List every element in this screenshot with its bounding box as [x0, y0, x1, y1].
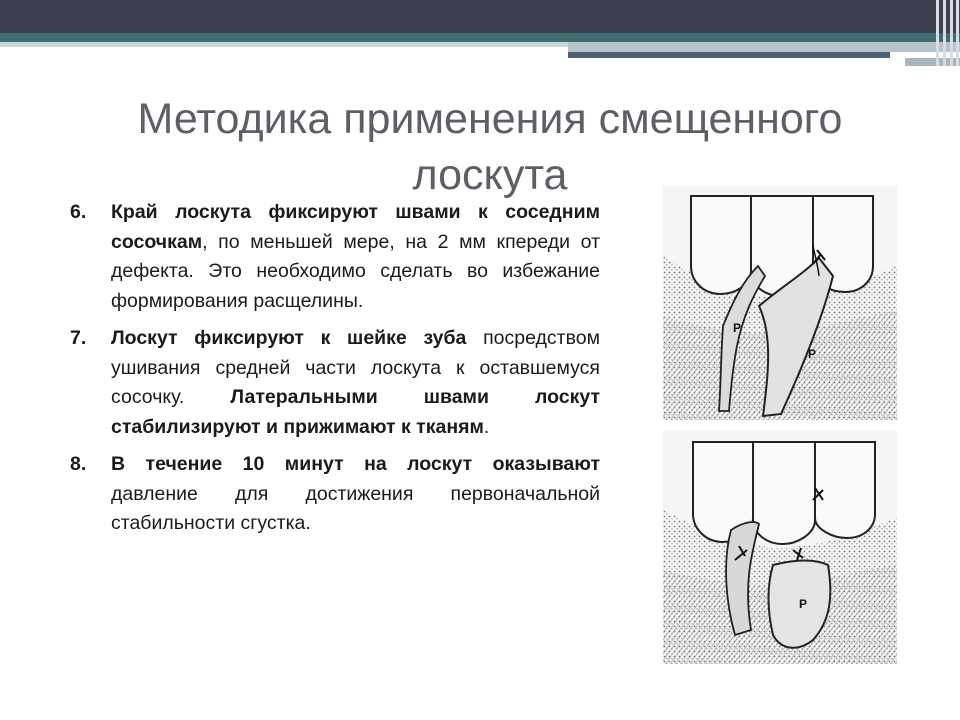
list-item-bold-lead: В течение 10 минут на лоскут оказывают	[111, 453, 600, 475]
list-item-bold-lead: Край лоскута фиксируют швами к соседним сосочкам	[111, 201, 600, 253]
list-item-text: посредством ушивания средней части лоскута к оставшемуся сосочку.	[111, 327, 600, 408]
illustration-flap-fixed-to-tooth-neck	[663, 430, 897, 664]
slide-title-line2: лоскута	[412, 150, 568, 199]
top-bar-dark	[0, 0, 960, 33]
list-item-bold-tail: Латеральными швами лоскут стабилизируют и прижимают к тканям	[111, 386, 601, 438]
list-item	[70, 450, 600, 539]
list-item	[70, 198, 600, 316]
list-item-number: 6.	[70, 201, 87, 223]
top-bar-teal	[0, 33, 960, 42]
label-p-left: P	[733, 321, 742, 335]
list-item-text-end: .	[483, 415, 490, 438]
slide-title-line1: Методика применения смещенного	[137, 94, 843, 143]
list-item	[70, 324, 600, 442]
steps-list	[70, 198, 600, 547]
label-p-right: P	[808, 347, 817, 361]
label-p: P	[799, 597, 808, 611]
list-item-bold-lead: Лоскут фиксируют к шейке зуба	[111, 327, 467, 349]
list-item-number: 8.	[70, 453, 87, 475]
top-bar-steel	[568, 42, 960, 52]
top-bar-steel-dark	[568, 52, 890, 58]
list-item-text: , по меньшей мере, на 2 мм кпереди от дефекта. Это необходимо сделать во избежание формирования расщелины.	[111, 230, 600, 312]
top-bar-teal-light	[0, 42, 575, 47]
list-item-number: 7.	[70, 327, 87, 349]
top-right-vertical-lines	[934, 0, 960, 66]
list-item-text: давление для достижения первоначальной стабильности сгустка.	[111, 482, 600, 534]
illustration-flap-sutured-to-papillae	[663, 186, 897, 420]
